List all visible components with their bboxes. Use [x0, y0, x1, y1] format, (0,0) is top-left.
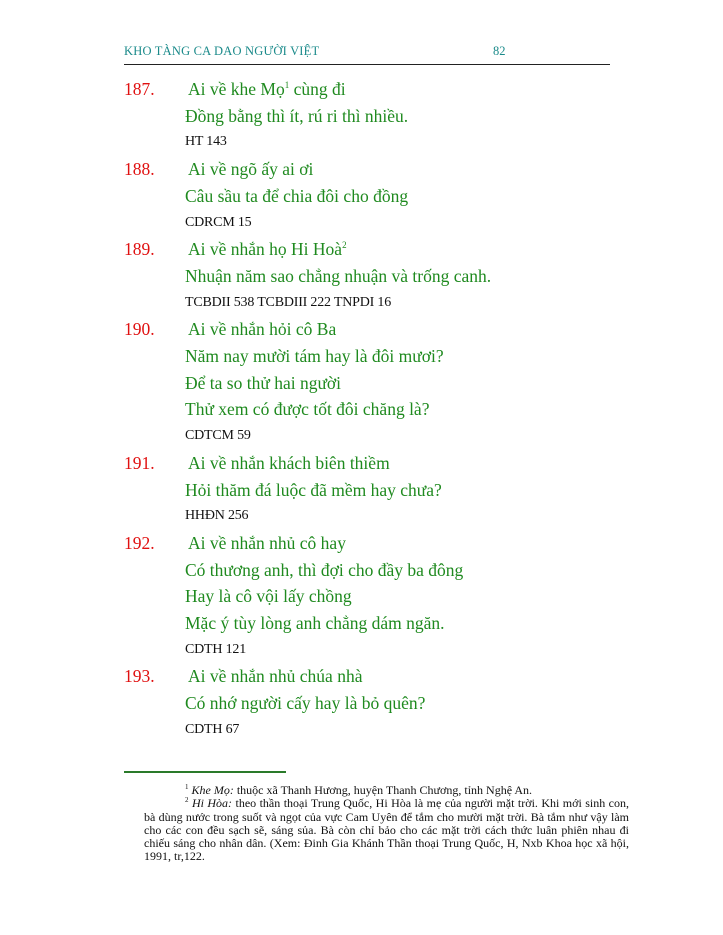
verse-text: Đồng bằng thì ít, rú ri thì nhiều. [185, 105, 409, 126]
source-reference: CDRCM 15 [185, 214, 252, 230]
verse-text: Để ta so thử hai người [185, 372, 342, 393]
verse-lines [185, 530, 624, 664]
footnote-divider [124, 771, 286, 773]
verse-line [188, 450, 624, 477]
verse-entry [124, 76, 624, 156]
verse-number: 193. [124, 666, 155, 687]
verse-text: Mặc ý tùy lòng anh chẳng dám ngăn. [185, 613, 445, 634]
footnote-term: Khe Mọ: [191, 783, 234, 797]
verse-line [188, 156, 624, 183]
verse-number: 187. [124, 79, 155, 99]
verse-entry [124, 316, 624, 450]
verse-line [185, 610, 624, 637]
footnote-mark: 1 [185, 783, 189, 791]
verse-line [188, 663, 624, 690]
verse-number: 191. [124, 452, 155, 473]
verse-text: Có nhớ người cấy hay là bỏ quên? [185, 693, 426, 714]
source-reference: TCBDII 538 TCBDIII 222 TNPDI 16 [185, 294, 392, 310]
verse-number: 192. [124, 532, 155, 553]
footnote-term: Hi Hòa: [191, 796, 233, 811]
verse-text: Câu sầu ta để chia đôi cho đồng [185, 185, 409, 206]
footnote-mark: 2 [185, 796, 189, 805]
verse-list [124, 76, 624, 744]
verse-entry [124, 663, 624, 743]
verse-text: cùng đi [289, 79, 346, 99]
verse-line [185, 690, 624, 717]
verse-line [188, 236, 624, 263]
verse-lines [185, 236, 624, 316]
verse-lines [185, 156, 624, 236]
verse-entry [124, 450, 624, 530]
verse-text: Ai về nhắn hỏi cô Ba [188, 319, 337, 340]
verse-text: Ai về nhắn họ Hi Hoà [188, 239, 343, 260]
verse-text: Nhuận năm sao chẳng nhuận và trống canh. [185, 265, 492, 286]
book-title: KHO TÀNG CA DAO NGƯỜI VIỆT [124, 44, 320, 58]
verse-line [188, 530, 624, 557]
verse-line [185, 370, 624, 397]
verse-line [185, 557, 624, 584]
footnote-marker: 2 [342, 240, 347, 251]
footnote [144, 784, 629, 797]
verse-entry [124, 156, 624, 236]
verse-number: 188. [124, 159, 155, 180]
verse-text: Hay là cô vội lấy chồng [185, 586, 352, 607]
footnote [144, 797, 629, 863]
verse-text: Thử xem có được tốt đôi chăng là? [185, 399, 430, 420]
verse-line [185, 263, 624, 290]
verse-lines [185, 316, 624, 450]
verse-line [188, 76, 624, 103]
verse-lines [185, 450, 624, 530]
verse-text: Ai về nhắn khách biên thiềm [188, 452, 390, 473]
verse-number: 189. [124, 239, 155, 260]
verse-text: Hỏi thăm đá luộc đã mềm hay chưa? [185, 479, 442, 500]
verse-line [185, 477, 624, 504]
source-reference: CDTCM 59 [185, 428, 251, 444]
footnotes [144, 784, 629, 864]
verse-line [185, 183, 624, 210]
source-reference: HHĐN 256 [185, 508, 249, 524]
page-number: 82 [493, 44, 506, 58]
source-reference: CDTH 121 [185, 641, 247, 657]
verse-text: Ai về ngõ ấy ai ơi [188, 159, 314, 180]
verse-text: Ai về khe Mọ [188, 79, 285, 99]
verse-text: Ai về nhắn nhủ cô hay [188, 532, 346, 553]
verse-line [188, 316, 624, 343]
verse-text: Có thương anh, thì đợi cho đầy ba đông [185, 559, 464, 580]
verse-line [185, 103, 624, 130]
source-reference: HT 143 [185, 134, 227, 150]
verse-entry [124, 530, 624, 664]
footnote-text: thuộc xã Thanh Hương, huyện Thanh Chương, tỉnh Nghệ An. [233, 783, 533, 797]
source-reference: CDTH 67 [185, 721, 240, 737]
footnote-marker: 1 [284, 80, 290, 91]
verse-number: 190. [124, 319, 155, 340]
verse-lines [185, 663, 624, 743]
verse-text: Ai về nhắn nhủ chúa nhà [188, 666, 363, 687]
verse-line [185, 343, 624, 370]
verse-line [185, 583, 624, 610]
page-header [124, 44, 610, 65]
verse-text: Năm nay mười tám hay là đôi mươi? [185, 346, 444, 367]
verse-line [185, 396, 624, 423]
footnote-text: theo thần thoại Trung Quốc, Hi Hòa là mẹ của người mặt trời. Khi mới sinh con, bà dùng nước trong suốt và ngọt của vực Cam Uyên để tắm cho mười mặt trời. Bà tắm như vậy làm cho các con đều sạch sẽ, sáng sủa. Bà còn chỉ bảo cho các mặt trời cách thức luân phiên nhau đi chiếu sáng cho nhân dân. (Xem: Đinh Gia Khánh Thần thoại Trung Quốc, H, Nxb Khoa học xã hội, 1991, tr,122. [144, 796, 630, 864]
verse-lines [185, 76, 624, 156]
verse-entry [124, 236, 624, 316]
